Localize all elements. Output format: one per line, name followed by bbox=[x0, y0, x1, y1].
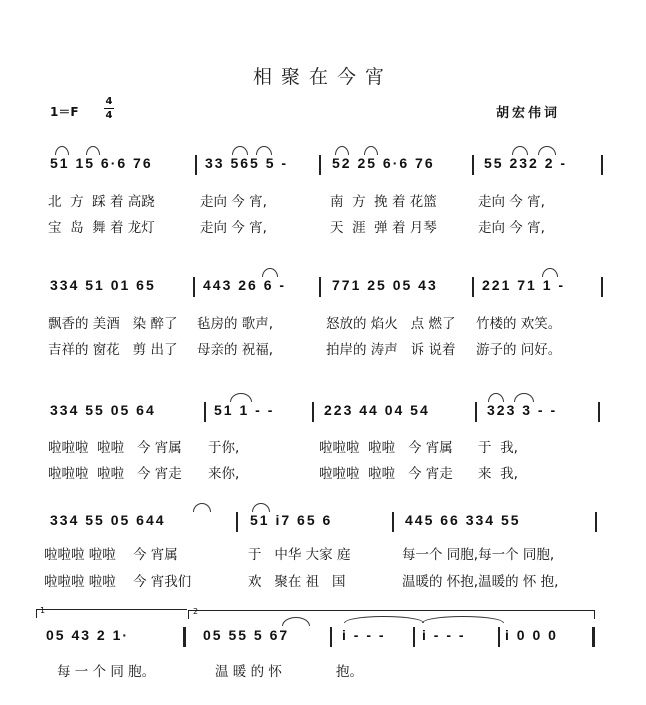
measure-20: i 0 0 0 bbox=[505, 627, 558, 643]
barline bbox=[319, 277, 321, 297]
lyricist-credit: 胡宏伟词 bbox=[496, 106, 561, 121]
slur bbox=[512, 146, 528, 155]
lyric-line: 每一个 同胞,每一个 同胞, bbox=[402, 547, 555, 563]
measure-17: 05 55 5 67 bbox=[203, 627, 290, 643]
lyric-line: 啦啦啦 啦啦 今 宵属 bbox=[48, 440, 182, 456]
barline bbox=[598, 402, 600, 422]
tie bbox=[344, 616, 424, 623]
measure-16: 05 43 2 1· bbox=[46, 627, 130, 643]
slur bbox=[262, 268, 278, 277]
measure-13: 334 55 05 644 bbox=[50, 512, 166, 528]
lyric-line: 北 方 踩 着 高跷 bbox=[48, 194, 155, 210]
measure-1: 51 15 6·6 76 bbox=[50, 155, 153, 171]
measure-9: 334 55 05 64 bbox=[50, 402, 156, 418]
barline bbox=[595, 512, 597, 532]
lyric-line: 温 暖 的 怀 bbox=[215, 664, 282, 680]
slur bbox=[542, 268, 558, 277]
time-top: 4 bbox=[105, 96, 113, 107]
lyric-line: 吉祥的 窗花 剪 出了 bbox=[48, 342, 178, 358]
lyric-line: 来你, bbox=[208, 466, 240, 482]
slur bbox=[488, 393, 504, 402]
measure-4: 55 232 2 - bbox=[484, 155, 568, 171]
slur bbox=[86, 146, 100, 155]
measure-2: 33 565 5 - bbox=[205, 155, 289, 171]
barline bbox=[472, 277, 474, 297]
barline bbox=[413, 627, 415, 647]
barline bbox=[392, 512, 394, 532]
slur bbox=[514, 393, 534, 402]
measure-10: 51 1 - - bbox=[214, 402, 275, 418]
lyric-line: 欢 聚在 祖 国 bbox=[248, 574, 346, 590]
measure-19: i - - - bbox=[422, 627, 466, 643]
measure-12: 323 3 - - bbox=[487, 402, 558, 418]
lyric-line: 啦啦啦 啦啦 今 宵属 bbox=[44, 547, 178, 563]
lyric-line: 温暖的 怀抱,温暖的 怀 抱, bbox=[402, 574, 559, 590]
lyric-line: 于你, bbox=[208, 440, 240, 456]
lyric-line: 来 我, bbox=[478, 466, 518, 482]
volta-number: 2 bbox=[193, 607, 199, 616]
barline bbox=[475, 402, 477, 422]
volta-number: 1 bbox=[40, 606, 46, 615]
lyric-line: 宝 岛 舞 着 龙灯 bbox=[48, 220, 155, 236]
lyric-line: 走向 今 宵, bbox=[478, 194, 545, 210]
barline bbox=[498, 627, 500, 647]
time-signature bbox=[104, 96, 114, 121]
lyric-line: 啦啦啦 啦啦 今 宵走 bbox=[319, 466, 453, 482]
slur bbox=[230, 393, 252, 402]
lyric-line: 抱。 bbox=[336, 664, 363, 680]
lyric-line: 游子的 问好。 bbox=[476, 342, 562, 358]
lyric-line: 天 涯 弹 着 月琴 bbox=[330, 220, 437, 236]
lyric-line: 飘香的 美酒 染 醉了 bbox=[48, 316, 178, 332]
barline bbox=[204, 402, 206, 422]
tie bbox=[422, 616, 504, 623]
barline bbox=[319, 155, 321, 175]
measure-11: 223 44 04 54 bbox=[324, 402, 430, 418]
lyric-line: 于 我, bbox=[478, 440, 518, 456]
lyric-line: 毡房的 歌声, bbox=[197, 316, 274, 332]
measure-8: 221 71 1 - bbox=[482, 277, 566, 293]
slur bbox=[335, 146, 349, 155]
slur bbox=[55, 146, 69, 155]
measure-14: 51 i7 65 6 bbox=[250, 512, 333, 528]
lyric-line: 南 方 挽 着 花篮 bbox=[330, 194, 437, 210]
barline bbox=[236, 512, 238, 532]
slur bbox=[256, 146, 272, 155]
volta-bracket-1 bbox=[36, 609, 187, 618]
measure-15: 445 66 334 55 bbox=[405, 512, 521, 528]
measure-6: 443 26 6 - bbox=[203, 277, 287, 293]
slur bbox=[232, 146, 248, 155]
lyric-line: 每 一 个 同 胞。 bbox=[57, 664, 156, 680]
measure-3: 52 25 6·6 76 bbox=[332, 155, 435, 171]
barline bbox=[330, 627, 332, 647]
barline bbox=[601, 277, 603, 297]
slur bbox=[538, 146, 556, 155]
lyric-line: 母亲的 祝福, bbox=[197, 342, 274, 358]
lyric-line: 怒放的 焰火 点 燃了 bbox=[326, 316, 456, 332]
barline bbox=[472, 155, 474, 175]
lyric-line: 啦啦啦 啦啦 今 宵走 bbox=[48, 466, 182, 482]
lyric-line: 拍岸的 涛声 诉 说着 bbox=[326, 342, 456, 358]
measure-5: 334 51 01 65 bbox=[50, 277, 156, 293]
final-barline bbox=[592, 627, 595, 647]
lyric-line: 走向 今 宵, bbox=[200, 194, 267, 210]
barline bbox=[312, 402, 314, 422]
lyric-line: 于 中华 大家 庭 bbox=[248, 547, 351, 563]
key-signature: 1＝F bbox=[50, 105, 79, 119]
lyric-line: 走向 今 宵, bbox=[200, 220, 267, 236]
repeat-end-barline bbox=[183, 627, 186, 647]
lyric-line: 啦啦啦 啦啦 今 宵属 bbox=[319, 440, 453, 456]
lyric-line: 竹楼的 欢笑。 bbox=[476, 316, 562, 332]
time-bottom: 4 bbox=[105, 110, 113, 121]
barline bbox=[601, 155, 603, 175]
barline bbox=[193, 277, 195, 297]
slur bbox=[252, 503, 270, 512]
measure-7: 771 25 05 43 bbox=[332, 277, 438, 293]
slur bbox=[193, 503, 211, 512]
barline bbox=[195, 155, 197, 175]
slur bbox=[364, 146, 378, 155]
lyric-line: 啦啦啦 啦啦 今 宵我们 bbox=[44, 574, 192, 590]
lyric-line: 走向 今 宵, bbox=[478, 220, 545, 236]
song-title: 相聚在今宵 bbox=[252, 66, 393, 88]
measure-18: i - - - bbox=[342, 627, 386, 643]
